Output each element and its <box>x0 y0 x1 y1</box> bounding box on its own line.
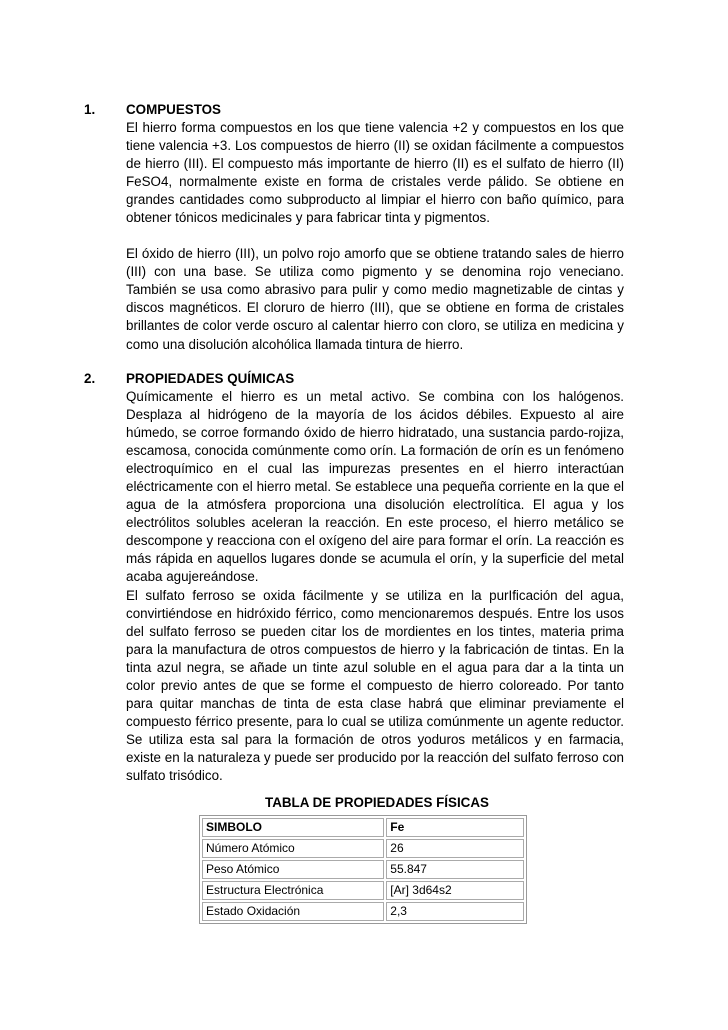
paragraph: Químicamente el hierro es un metal activo. Se combina con los halógenos. Desplaza al hidrógeno de la mayoría de los ácidos débiles. Expuesto al aire húmedo, se corroe formando óxido de hierro hidratado, una sustancia pardo-rojiza, escamosa, conocida comúnmente como orín. La formación de orín es un fenómeno electroquímico en el cual las impurezas presentes en el hierro interactúan eléctricamente con el hierro metal. Se establece una pequeña corriente en la que el agua de la atmósfera proporciona una disolución electrolítica. El agua y los electrólitos solubles aceleran la reacción. En este proceso, el hierro metálico se descompone y reacciona con el oxígeno del aire para formar el orín. La reacción es más rápida en aquellos lugares donde se acumula el orín, y la superficie del metal acaba agujereándose. <box>126 388 624 585</box>
table-row <box>202 860 524 879</box>
table-cell: 26 <box>386 839 524 858</box>
table-cell: Número Atómico <box>202 839 384 858</box>
table-title: TABLA DE PROPIEDADES FÍSICAS <box>265 795 489 810</box>
table-cell: 55.847 <box>386 860 524 879</box>
section-number: 2. <box>84 371 96 386</box>
table-row <box>202 818 524 837</box>
section-title: PROPIEDADES QUÍMICAS <box>126 371 295 386</box>
paragraph: El sulfato ferroso se oxida fácilmente y se utiliza en la purIficación del agua, convirtiéndose en hidróxido férrico, como mencionaremos después. Entre los usos del sulfato ferroso se pueden citar los de mordientes en los tintes, materia prima para la manufactura de otros compuestos de hierro y la fabricación de tintas. En la tinta azul negra, se añade un tinte azul soluble en el agua para dar a la tinta un color previo antes de que se forme el compuesto de hierro coloreado. Por tanto para quitar manchas de tinta de esta clase habrá que eliminar previamente el compuesto férrico presente, para lo cual se utiliza comúnmente un agente reductor. Se utiliza esta sal para la formación de otros yoduros metálicos y en farmacia, existe en la naturaleza y puede ser producido por la reacción del sulfato ferroso con sulfato trisódico. <box>126 587 624 784</box>
section-number: 1. <box>84 102 96 117</box>
section-heading <box>84 370 624 388</box>
section-heading <box>84 101 624 119</box>
table-row <box>202 839 524 858</box>
table-cell: SIMBOLO <box>202 818 384 837</box>
table-cell: Fe <box>386 818 524 837</box>
physical-properties-table <box>199 815 527 924</box>
section-title: COMPUESTOS <box>126 102 221 117</box>
paragraph: El hierro forma compuestos en los que tiene valencia +2 y compuestos en los que tiene valencia +3. Los compuestos de hierro (II) se oxidan fácilmente a compuestos de hierro (III). El compuesto más importante de hierro (II) es el sulfato de hierro (II) FeSO4, normalmente existe en forma de cristales verde pálido. Se obtiene en grandes cantidades como subproducto al limpiar el hierro con baño químico, para obtener tónicos medicinales y para fabricar tinta y pigmentos. <box>126 119 624 225</box>
table-cell: Estado Oxidación <box>202 902 384 921</box>
paragraph: El óxido de hierro (III), un polvo rojo amorfo que se obtiene tratando sales de hierro (III) con una base. Se utiliza como pigmento y se denomina rojo veneciano. También se usa como abrasivo para pulir y como medio magnetizable de cintas y discos magnéticos. El cloruro de hierro (III), que se obtiene en forma de cristales brillantes de color verde oscuro al calentar hierro con cloro, se utiliza en medicina y como una disolución alcohólica llamada tintura de hierro. <box>126 246 624 352</box>
section-compuestos <box>84 101 624 354</box>
table-cell: [Ar] 3d64s2 <box>386 881 524 900</box>
table-row <box>202 881 524 900</box>
table-row <box>202 902 524 921</box>
table-cell: Estructura Electrónica <box>202 881 384 900</box>
section-propiedades-quimicas <box>84 370 624 786</box>
table-cell: 2,3 <box>386 902 524 921</box>
table-cell: Peso Atómico <box>202 860 384 879</box>
